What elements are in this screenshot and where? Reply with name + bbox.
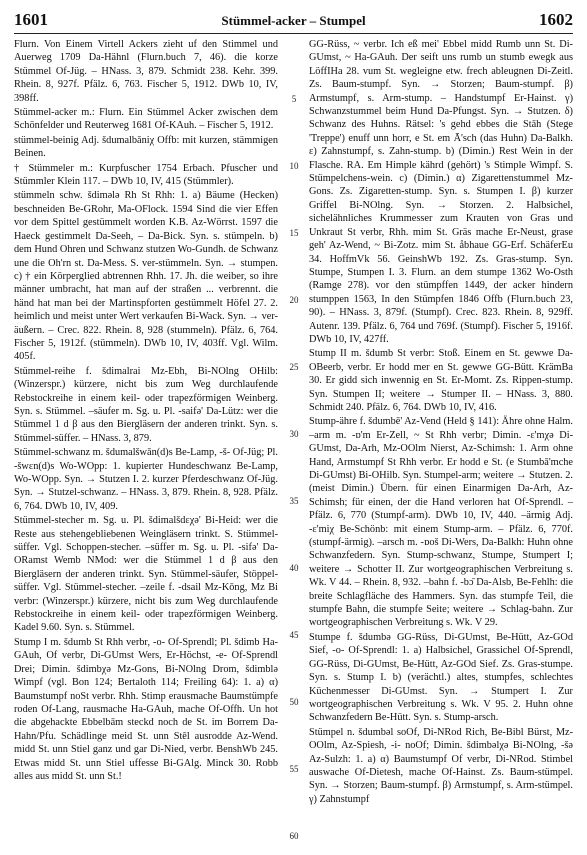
dictionary-entry: Stümmel-acker m.: Flurn. Ein Stümmel Acker zwischen dem Schönfelder und Reuterweg 1681 Of-KAuh. – Fischer 5, 1912. (14, 107, 278, 132)
dictionary-entry: stümmeln schw. šdimələ Rh St Rhh: 1. a) Bäume (Hecken) beschneiden Be-GRohr, Ma-OFlock. 1594 Sind die vier Effen vor dem Spittel gestümmelt worden K.B. Az-Wörrst. 1597 die Haeck gestimmelt Da-Seeh, – Da-Bick. Syn. s. stümpeln. b) dem Hund Ohren und Schwanz stutzen Wo-Gundh. de Schwanz une die Oh'rn st. Da-Mess. S. ver-stümmeln. Syn. → stumpen. c) † ein Körperglied abtrennen Rhh. 17. Jh. die weiber, so ihre männer umbracht, hat man auf der straßen ... verbrennt. die händ hat man bei der Martinspforten gestümmelt Höfel 27. 2. heimlich und meist unter Wert verkaufen Bi-Wack. Syn. → ver-äußern. – Crec. 822. Rhein. 8, 928 (stummeln). Pfälz. 6, 764. Fischer 5, 1912f. (stümmeln). DWb 10, IV, 403ff. Vgl. Wilm. 405f. (14, 190, 278, 363)
dictionary-entry: Stumpe f. šdumbə GG-Rüss, Di-GUmst, Be-Hütt, Az-GOd Sief, -o- Of-Sprendl: 1. a) Halbsichel, Grassichel Of-Sprendl, GG-Rüss, Di-GUmst, Be-Hütt, Az-GOd Sief. Zs. Gras-stumpe. Syn. s. Stump I. b) (verächtl.) altes, stumpfes, schlechtes Küchenmesser Di-GUmst. Syn. → Stumpert I. Zur wortgeographischen Verbreitung s. Wk. V 95. 2. Huhn ohne Schwanzfedern Be-Hütt. Syn. s. Stump-arsch. (309, 631, 573, 724)
page-header (14, 10, 573, 32)
line-number: 35 (289, 495, 299, 506)
right-column (309, 38, 573, 844)
left-column (14, 38, 278, 844)
dictionary-entry: Stümmel-reihe f. šdimalrai Mz-Ebh, Bi-NOlng OHilb: (Winzerspr.) kürzere, nicht bis zum Weg durchlaufende Rebstockreihe in einem keil- oder trapezförmigen Weinberg. Syn. s. Stümmel. –säufer m. Sg. u. Pl. -saifə' Da-Lütz: wer die Stümmel 1 d β aus den Biergläsern der anderen trinkt. Syn. s. Stümmel-süffer. – HNass. 3, 879. (14, 365, 278, 444)
dictionary-entry: GG-Rüss, ~ verbr. Ich eß mei' Ebbel midd Rumb unn St. Di-GUmst, ~ Ha-GAuh. Der seift uns rumb un stumb ewegk aus LöffIHa 28. vum St. wegleigne etw. frech ableugnen Di-Zeitl. Zs. Baum-stumpf. Syn. → Storzen; Baum-stumpf. β) Armstumpf, s. Arm-stump. – Handstumpf Er-Hainst. γ) Schwanzstummel beim Hund Da-Pfungst. Syn. → Stutzen. δ) Schwanz des Huhns. Rätsel: 's gehd ebbes die Stāh (Stege 'Treppe') enuff unn horr, e St. em Ā'sch (das Huhn) Da-Balkh. ε) Zahnstumpf, s. Zahn-stump. b) (Dimin.) Rest Wein in der Flasche. RA. Em Himple kährd (gehört) 's Stimple Wimpf. S. Stümpelchens-wein. c) (Dimin.) α) Zigarettenstummel Mz-Gons. Zs. Zigaretten-stump. Syn. s. Stumpen I. β) kurzer Griffel Bi-NOlng. Syn. → Storzen. 2. Halbsichel, sichelähnliches Krummesser zum Krauten von Gras und Unkraut St verbr, Rhh. mim St. Gräs mache Er-Neust, grase geh' Az-Wend, ~ Bi-Zotz. mim St. åbhaue GG-Erf. SchäferEu 34. HoffmVk 56. GeinshWb 192. Zs. Gras-stump. Syn. Stumpe, Stumpen I. 3. Flurn. an dem stumpe 1362 Wo-Osth (Ramge 278). vor den stümpffen 1449, der acker hindern stumppen 1563, In den Stümpfen 1846 Offb (Flurn.buch 23, 90). – HNass. 3, 879f. (Stumpf). Crec. 823. Rhein. 8, 929ff. Autenr. 139. Pfälz. 6, 764 und 769f. (Stumpf). Fischer 5, 1916f. DWb 10, IV, 427ff. (309, 39, 573, 345)
dictionary-entry: Stump I m. šdumb St Rhh verbr, -o- Of-Sprendl; Pl. šdimb Ha-GAuh, Of verbr, Di-GUmst Wers, Er-Höchst, -e- Of-Sprendl Drei; Dimin. šdimbχə Mz-Gons, Bi-NOlng Drom, šdimblə Wimpf (vgl. Bon 124; Bertaloth 114; Freiling 64): 1. a) α) Baumstumpf noSt verbr. Rhh. Stimp erausmache Baumstümpfe roden Of-Lang, rausmache Ha-GAuh, mache Of-Offh. Un hot die abgehackte Ebbelbām steckd noch de St. im Borrem Da-Hahn/Pfu. Schädlinge meid St. unn Stēl ausrodde Az-Wend. midd St. unn Stiel ganz und gar Di-Nied, verbr. BenshWb 245. Etwas midd St. unn Stiel uffesse Bi-GAlg. Minck 30. Robb alles aus midd St. unn St.! (14, 636, 278, 782)
line-number: 45 (289, 629, 299, 640)
page-number-left: 1601 (14, 10, 48, 29)
line-number: 20 (289, 294, 299, 305)
line-number: 50 (289, 696, 299, 707)
line-number: 25 (289, 361, 299, 372)
page-title: Stümmel-acker – Stumpel (221, 13, 366, 28)
page-number-right: 1602 (538, 10, 573, 29)
header-rule (14, 33, 573, 34)
line-number: 55 (289, 763, 299, 774)
line-number: 5 (291, 93, 297, 104)
line-number: 40 (289, 562, 299, 573)
dictionary-entry: Stümmel-stecher m. Sg. u. Pl. šdimalšdɛχə' Bi-Heid: wer die Reste aus stehengebliebenen Weingläsern trinkt. S. Stümmel-süffer. Vgl. Schoppen-stecher. –süffer m. Sg. u. Pl. -sifə' Da-ORamst Wemb NMod: wer die Stümmel 1 d β aus den Biergläsern der anderen trinkt. Syn. Stümmel-säufer, Stöppel-süffer. Vgl. Stümmel-stecher. –zeile f. -dsail Mz-Kōng, Mz Bi verbr: (Winzerspr.) kürzere, nicht bis zum Weg durchlaufende Rebstockreihe in einem keil- oder trapezförmigen Weinberg. Kadel 9.60. Syn. s. Stümmel. (14, 515, 278, 634)
dictionary-entry: Stümpel n. šdumbəl soOf, Di-NRod Rich, Be-Bibl Bürst, Mz-OOlm, Az-Spiesh, -i- noOf; Dimin. šdimbəlχə Bi-NOlng, -šə Az-Sulzh: 1. a) α) Baumstumpf Of verbr, Di-NRod. Stimbel auswache Of-Dietesh, mache Of-Hainst. Zs. Baum-stümpel. Syn. → Storzen; Baum-stumpf. β) Armstumpf, s. Arm-stümpel. γ) Zahnstumpf (309, 726, 573, 805)
dictionary-entry: † Stümmeler m.: Kurpfuscher 1754 Erbach. Pfuscher und Stümmler Klein 117. – DWb 10, IV, 415 (Stümmler). (14, 162, 278, 188)
dictionary-entry: Stump-ähre f. šdumbē' Az-Vend (Held § 141): Ähre ohne Halm. –arm m. -ɒ'm Er-Zell, ~ St Rhh verbr; Dimin. -ɛ'mχə Di-GUmst, Da-Arh, Mz-OOlm Nierst, Az-Schimsh: 1. Arm ohne Hand, Armstumpf St Rhh verbr. Er hodd e St. (e Stumbā'mche Di-GUmst) Bi-OHilb. Syn. Stumpel-arm; weitere → Stutzen. 2. (meist Dimin.) Übern. für einen Einarmigen Da-Arh, Az-Schimsh; für einen, der die Hand verloren hat Of-Sprendl. – Pfälz. 6, 770 (Stumpf-arm). DWb 10, IV, 440. –ärmig Adj. -ɛ'miχ Be-Schönb: mit einem Stump-arm. – Pfälz. 6, 770f. (stumpf-ärmig). –arsch m. -ɒoš Di-Wers, Da-Balkh: Huhn ohne Schwanzfedern. Syn. Stump-schwanz, Stumpe, Stumpert I; weitere → Schotter II. Zur wortgeographischen Verbreitung s. Wk. V 44. – Rhein. 8, 932. –bahn f. -bɔ̄ Da-Alsb, Be-Fehlh: die breite Schlagfläche des Hammers. Syn. das stumpfe Teil, die stumpfe Bahn, die stumpfe Seite; weitere → Schlag-bahn. Zur wortgeographischen Verbreitung s. Wk. V 29. (309, 416, 573, 629)
line-number: 60 (289, 830, 299, 841)
line-number: 30 (289, 428, 299, 439)
dictionary-entry: Flurn. Von Einem Virtell Ackers zieht uf den Stimmel und Auerweg 1709 Da-Hähnl (Flurn.buch 7, 46). die korze Stümmel Of-Jüg. – HNass. 3, 879. Schmidt 238. Kehr. 399. Rhein. 8, 927f. Pfälz. 6, 763. Fischer 5, 1912. DWb 10, IV, 398ff. (14, 39, 278, 104)
line-number: 15 (289, 227, 299, 238)
line-number: 10 (289, 160, 299, 171)
dictionary-entry: Stümmel-schwanz m. šdumalšwān(d)s Be-Lamp, -š- Of-Jüg; Pl. -šwɛn(d)s Wo-WOpp: 1. kupierter Hundeschwanz Be-Lamp, Wo-WOpp. Syn. → Stutzen I. 2. kurzer Pferdeschwanz Of-Jüg. Syn. → Stutzel-schwanz. – HNass. 3, 879. Rhein. 8, 928. Pfälz. 6, 764. DWb 10, IV, 409. (14, 447, 278, 512)
dictionary-entry: stümmel-beinig Adj. šdumalbāniχ Offb: mit kurzen, stämmigen Beinen. (14, 134, 278, 160)
dictionary-entry: Stump II m. šdumb St verbr: Stoß. Einem en St. gewwe Da-OBeerb, verbr. Er hodd mer en St. gewwe GG-Bütt. KrämBa 30. Er gidd sich inwennig en St. Er-Momt. Zs. Rippen-stump. Syn. Stumpen II; weitere → Stumper II. – HNass. 3, 880. Schmidt 240. Pfälz. 6, 764. DWb 10, IV, 416. (309, 348, 573, 413)
